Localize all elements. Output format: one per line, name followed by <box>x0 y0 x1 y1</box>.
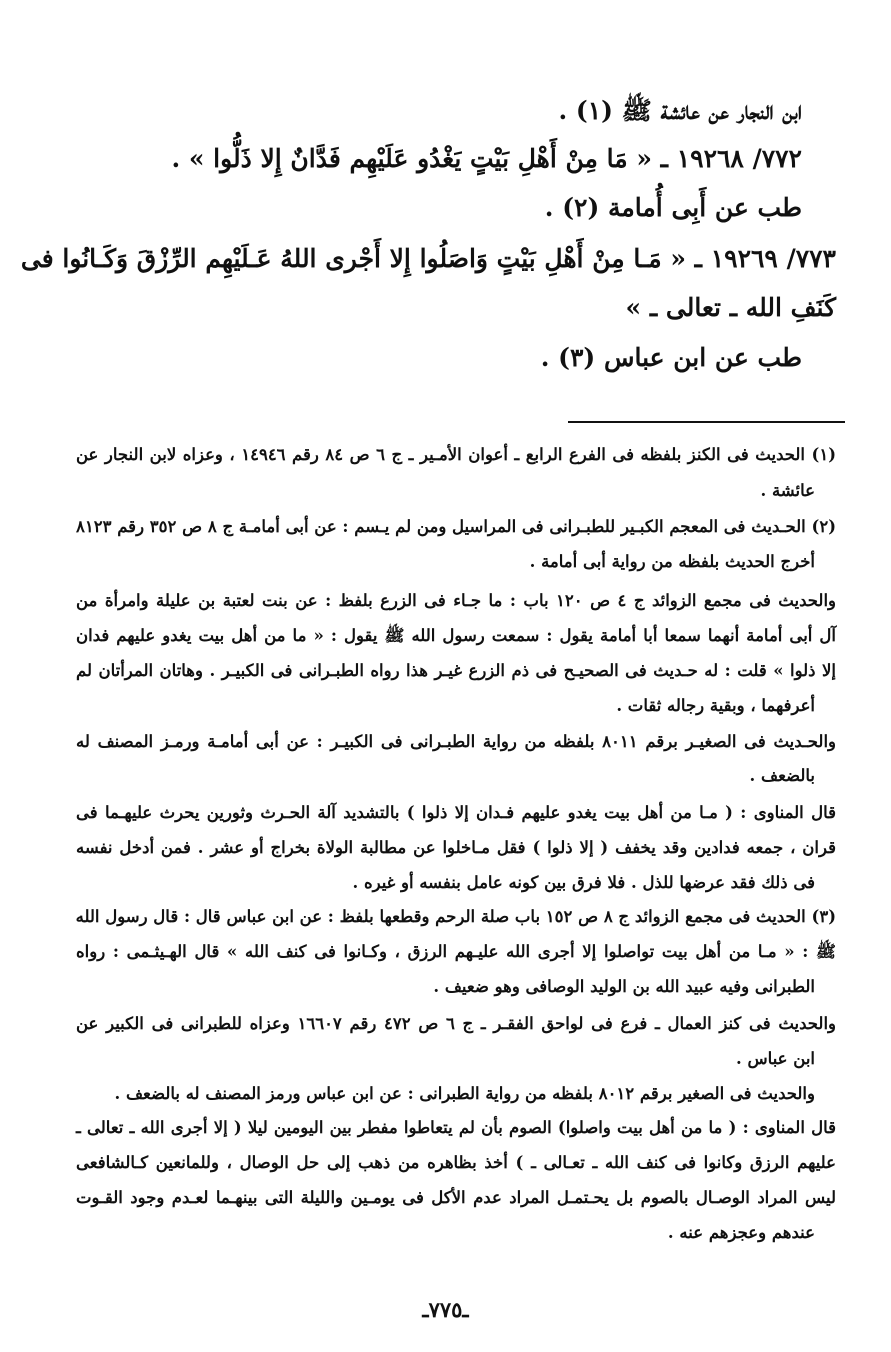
footnote-3-line-8: عليهم الرزق وكانوا فى كنف الله ـ تعـالى ـ ) أخذ بظاهره من ذهب إلى حل الوصال ، وللمانعين كـالشافعى <box>76 1153 836 1172</box>
footnote-3-line-2: ﷺ : « مـا من أهل بيت تواصلوا إلا أجرى الله عليـهم الرزق ، وكـانوا فى كنف الله » قال الهـيثـمى : رواه <box>76 942 836 961</box>
footnote-3-line-9: ليس المراد الوصـال بالصوم بل يحـتمـل المراد عدم الأكل فى يومـين والليلة التى بينهـما لعـدم وجود القـوت <box>76 1188 836 1207</box>
footnote-1-line-1: (١) الحديث فى الكنز بلفظه فى الفرع الرابع ـ أعوان الأمـير ـ ج ٦ ص ٨٤ رقم ١٤٩٤٦ ، وعزاه لابن النجار عن <box>76 445 836 464</box>
footnote-2-line-1: (٢) الحـديث فى المعجم الكبـير للطبـرانى فى المراسيل ومن لم يـسم : عن أبى أمامـة ج ٨ ص ٣٥٢ رقم ٨١٢٣ <box>76 517 836 536</box>
footnote-2-line-2: أخرج الحديث بلفظه من رواية أبى أمامة . <box>529 552 815 571</box>
footnote-1-line-2: عائشة . <box>760 481 815 500</box>
source-line-3: طب عن ابن عباس (٣) . <box>540 343 802 372</box>
footnote-2-line-11: فى ذلك فقد عرضها للذل . فلا فرق بين كونه عامل بنفسه أو غيره . <box>352 873 815 892</box>
page-number: ـ٧٧٥ـ <box>422 1297 469 1322</box>
source-line-1: ابن النجار عن عائشة ﷺ (١) . <box>558 96 802 125</box>
hadith-772: ٧٧٢/ ١٩٢٦٨ ـ « مَا مِنْ أَهْلِ بَيْتٍ يَغْدُو عَلَيْهِم فَدَّانٌ إِلا ذَلُّوا » . <box>171 144 802 173</box>
footnote-3-line-5: ابن عباس . <box>736 1049 815 1068</box>
hadith-773: ٧٧٣/ ١٩٢٦٩ ـ « مَـا مِنْ أَهْلِ بَيْتٍ وَاصَلُوا إِلا أَجْرى اللهُ عَـلَيْهِم الرِّزْقَ وَكَـانُوا فى <box>20 244 836 273</box>
footnote-3-line-4: والحديث فى كنز العمال ـ فرع فى لواحق الفقـر ـ ج ٦ ص ٤٧٢ رقم ١٦٦٠٧ وعزاه للطبرانى فى الكبير عن <box>76 1014 836 1033</box>
footnote-2-line-10: قران ، جمعه فدادين وقد يخفف ( إلا ذلوا ) فقل مـاخلوا عن مطالبة الولاة بخراج أو عشر . فمن أدخل نفسه <box>76 838 836 857</box>
footnote-3-line-6: والحديث فى الصغير برقم ٨٠١٢ بلفظه من رواية الطبرانى : عن ابن عباس ورمز المصنف له بالضعف . <box>114 1084 815 1103</box>
footnote-2-line-8: بالضعف . <box>749 766 815 785</box>
hadith-773-continuation: كَنَفِ الله ـ تعالى ـ » <box>625 293 836 322</box>
footnote-2-line-6: أعرفهما ، وبقية رجاله ثقات . <box>616 696 815 715</box>
footnote-2-line-4: آل أبى أمامة أنهما سمعا أبا أمامة يقول : سمعت رسول الله ﷺ يقول : « ما من أهل بيت يغدو عليهم فدان <box>76 626 836 645</box>
footnote-2-line-9: قال المناوى : ( مـا من أهل بيت يغدو عليهم فـدان إلا ذلوا ) بالتشديد آلة الحـرث وثورين يحرث عليهـما فى <box>76 803 836 822</box>
footnote-divider <box>568 421 845 423</box>
footnote-2-line-7: والحـديث فى الصغيـر برقم ٨٠١١ بلفظه من رواية الطبـرانى فى الكبيـر : عن أبى أمامـة ورمـز المصنف له <box>76 732 836 751</box>
footnote-3-line-3: الطبرانى وفيه عبيد الله بن الوليد الوصافى وهو ضعيف . <box>433 977 815 996</box>
footnote-3-line-7: قال المناوى : ( ما من أهل بيت واصلوا) الصوم بأن لم يتعاطوا مفطر بين اليومين ليلا ( إلا أجرى الله ـ تعالى ـ <box>76 1118 836 1137</box>
footnote-2-line-3: والحديث فى مجمع الزوائد ج ٤ ص ١٢٠ باب : ما جـاء فى الزرع بلفظ : عن بنت لعتبة بن عليلة وامرأة من <box>76 591 836 610</box>
footnote-3-line-10: عندهم وعجزهم عنه . <box>667 1223 815 1242</box>
source-line-2: طب عن أَبِى أُمامة (٢) . <box>544 193 802 222</box>
footnote-2-line-5: إلا ذلوا » قلت : له حـديث فى الصحيـح فى ذم الزرع غيـر هذا رواه الطبـرانى فى الكبيـر . وهاتان المرأتان لم <box>76 661 836 680</box>
footnote-3-line-1: (٣) الحديث فى مجمع الزوائد ج ٨ ص ١٥٢ باب صلة الرحم وقطعها بلفظ : عن ابن عباس قال : قال رسول الله <box>75 907 836 926</box>
